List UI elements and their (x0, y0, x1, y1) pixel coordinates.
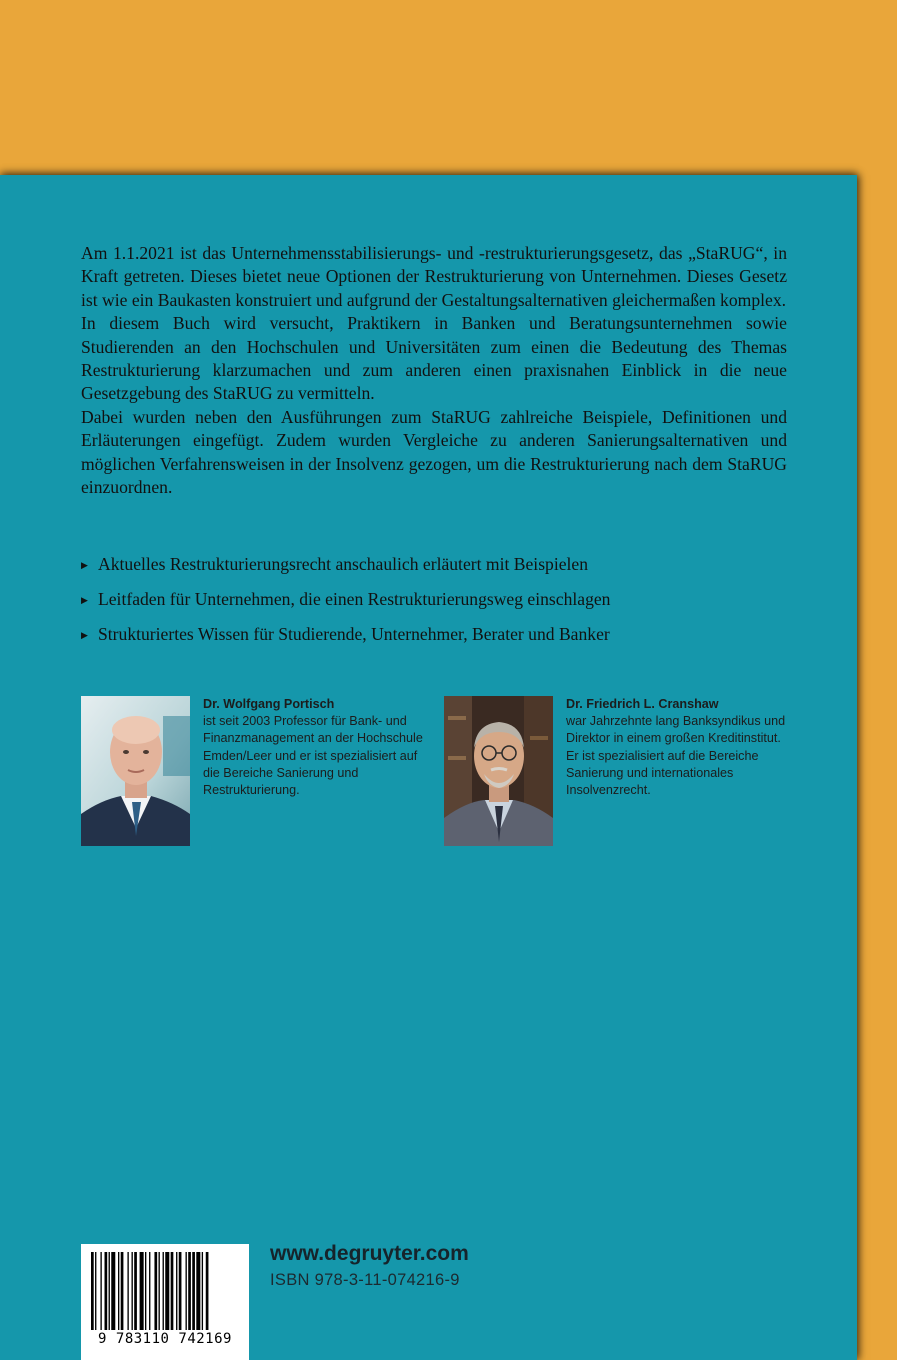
author-bio-text: war Jahrzehnte lang Banksyndikus und Direktor in einem großen Kreditinstitut. Er ist spezialisiert auf die Bereiche Sanierung und internationales Insolvenzrecht. (566, 714, 786, 798)
barcode-bar (111, 1252, 115, 1330)
barcode-bar (132, 1252, 133, 1330)
author-photo (81, 696, 190, 846)
feature-item: ▶ Aktuelles Restrukturierungsrecht anschaulich erläutert mit Beispielen (81, 553, 801, 588)
barcode-bar (127, 1252, 128, 1330)
barcode-bar (159, 1252, 160, 1330)
barcode-bar (134, 1252, 137, 1330)
feature-item: ▶ Leitfaden für Unternehmen, die einen Restrukturierungsweg einschlagen (81, 588, 801, 623)
barcode-bar (165, 1252, 169, 1330)
description-paragraph-3: Dabei wurden neben den Ausführungen zum StaRUG zahlreiche Beispiele, Definitionen und Erläuterungen eingefügt. Zudem wurden Vergleiche zu anderen Sanierungsalternativen und möglichen Verfahrensweisen in der Insolvenz gezogen, um die Restrukturierung nach dem StaRUG einzuordnen. (81, 406, 787, 498)
publisher-url: www.degruyter.com (270, 1242, 469, 1265)
triangle-bullet-icon: ▶ (81, 560, 88, 570)
author-name: Dr. Friedrich L. Cranshaw (566, 697, 719, 711)
barcode-digits: 9 783110 742169 (98, 1331, 232, 1347)
triangle-bullet-icon: ▶ (81, 630, 88, 640)
barcode-bar (206, 1252, 209, 1330)
author-bio (203, 696, 433, 799)
feature-list (81, 553, 801, 658)
author-bio-text: ist seit 2003 Professor für Bank- und Finanzmanagement an der Hochschule Emden/Leer und er ist spezialisiert auf die Bereiche Sanierung und Restrukturierung. (203, 714, 423, 798)
barcode-bar (145, 1252, 146, 1330)
isbn-barcode (81, 1244, 249, 1360)
barcode-bar (121, 1252, 124, 1330)
author-name: Dr. Wolfgang Portisch (203, 697, 335, 711)
barcode-bars (91, 1252, 239, 1330)
barcode-bar (188, 1252, 191, 1330)
barcode-bar (192, 1252, 195, 1330)
barcode-bar (176, 1252, 177, 1330)
barcode-bar (91, 1252, 94, 1330)
barcode-bar (109, 1252, 110, 1330)
barcode-bar (154, 1252, 157, 1330)
author-photo (444, 696, 553, 846)
barcode-bar (196, 1252, 200, 1330)
barcode-bar (140, 1252, 144, 1330)
barcode-bar (118, 1252, 119, 1330)
barcode-bar (100, 1252, 101, 1330)
triangle-bullet-icon: ▶ (81, 595, 88, 605)
author-bio (566, 696, 796, 799)
isbn-number: ISBN 978-3-11-074216-9 (270, 1271, 460, 1289)
barcode-bar (163, 1252, 164, 1330)
description-paragraph-2: In diesem Buch wird versucht, Praktikern in Banken und Beratungsunternehmen sowie Studierenden an den Hochschulen und Universitäten zum einen die Bedeutung des Themas Restrukturierung klarzumachen und zum anderen einen praxisnahen Einblick in die neue Gesetzgebung des StaRUG zu vermitteln. (81, 313, 787, 404)
back-cover-panel (0, 175, 857, 1360)
barcode-bar (149, 1252, 150, 1330)
description (81, 242, 787, 499)
feature-item: ▶ Strukturiertes Wissen für Studierende, Unternehmer, Berater und Banker (81, 623, 801, 658)
description-paragraph-1: Am 1.1.2021 ist das Unternehmensstabilisierungs- und -restrukturierungsgesetz, das „StaRUG“, in Kraft getreten. Dieses bietet neue Optionen der Restrukturierung von Unternehmen. Dieses Gesetz ist wie ein Baukasten konstruiert und aufgrund der Gestaltungsalternativen gleichermaßen komplex. (81, 243, 787, 310)
barcode-bar (186, 1252, 187, 1330)
barcode-bar (202, 1252, 203, 1330)
barcode-bar (179, 1252, 182, 1330)
barcode-bar (105, 1252, 108, 1330)
barcode-bar (95, 1252, 96, 1330)
barcode-bar (171, 1252, 174, 1330)
